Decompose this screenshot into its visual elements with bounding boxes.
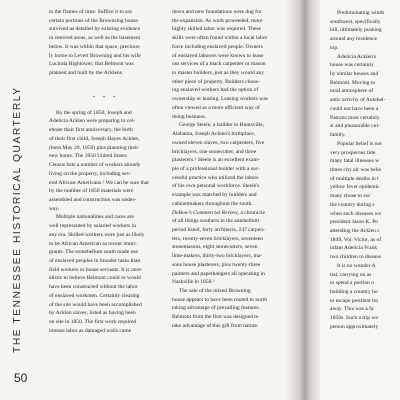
text-line: of all things southern in the antebellum: [172, 218, 259, 225]
text-line: Adelicia Acklen were preparing to cel-: [49, 118, 136, 125]
book-gutter: [286, 0, 320, 400]
text-line: ing enslaved workers had the option of: [172, 87, 259, 94]
text-line: cabinetmakers throughout the south.: [172, 200, 253, 207]
text-line: by the number of 1850 materials were: [49, 188, 134, 195]
text-column-3: [330, 9, 400, 332]
page-number: 50: [14, 371, 28, 385]
section-break: * * *: [92, 94, 119, 101]
text-line: in restored areas, as well as the basement: [49, 35, 141, 42]
text-line: ebrate their first anniversary, the birth: [49, 127, 133, 134]
text-line: to escape pestilent tro: [330, 297, 379, 304]
text-line: Belmont. Moving to: [330, 79, 376, 86]
text-line: taking advantage of prevailing features.: [172, 305, 260, 312]
text-line: Popular belief is not: [337, 140, 382, 147]
text-line: Lucinda Hightower, that Belmont was: [49, 61, 134, 68]
text-line: example was matched by builders and: [172, 192, 257, 199]
text-line: could not have been a: [330, 105, 379, 112]
text-line: By the spring of 1850, Joseph and: [56, 109, 132, 116]
text-line: any era. Skilled workers were just as likely: [49, 231, 145, 238]
text-line: planned and built by the Acklens.: [49, 70, 124, 77]
text-line: tial, carrying on as: [330, 271, 372, 278]
text-line: building a country ho: [330, 289, 378, 295]
text-line: highly skilled labor was required. These: [172, 26, 261, 33]
text-line: owned eleven slaves, two carpenters, five: [172, 139, 265, 146]
text-line: to master builders, just as they would any: [172, 70, 265, 77]
text-line: 1849, Vol. Victor, as of: [330, 236, 382, 243]
text-line: very prosperous tide: [330, 149, 376, 156]
text-line: take advantage of this gift from nature.: [172, 322, 259, 329]
text-line: Predominating winds: [337, 10, 385, 16]
text-line: infant Adelicia Frank: [330, 245, 378, 252]
text-line: alistic to believe Belmont could or would: [49, 275, 141, 282]
text-line: eral African-Americans.¹ We can be sure that: [49, 179, 149, 186]
text-line: have been constructed without the labor: [49, 284, 138, 291]
text-line: to spend a portion o: [330, 280, 375, 287]
text-line: It is no wonder A: [337, 262, 376, 269]
text-line: of enslaved peoples in broader tasks than: [49, 257, 141, 264]
text-line: Adelicia Acklen's: [337, 53, 377, 60]
text-line: assembled and construction was under-: [49, 196, 137, 203]
text-line: field workers or house servants. It is unre-: [49, 266, 143, 273]
text-line: many fatal illnesses w: [330, 158, 380, 165]
text-line: 1850s. Such a trip wo: [330, 315, 379, 322]
text-line: intense labor as damaged walls came: [49, 327, 132, 334]
text-line: Multiple nationalities and races are: [56, 214, 134, 221]
text-line: Census lists a number of workers already: [49, 162, 141, 169]
text-line: hill, ultimately pushing: [330, 27, 382, 34]
text-line: survived as detailed by existing evidence: [49, 26, 141, 33]
text-line: of enslaved workmen. Certainly clearing: [49, 292, 140, 299]
text-line: of their first child, Joseph Hayes Acklen,: [49, 135, 140, 142]
text-line: by similar houses and: [330, 71, 379, 78]
text-line: painters and paperhangers all operating in: [172, 270, 265, 277]
text-line: new home. The 1850 United States: [49, 153, 127, 160]
text-line: person approximately: [330, 323, 379, 330]
text-line: The sale of the mixed Browning: [179, 288, 251, 294]
text-line: below. It was within that space, precious-: [49, 43, 141, 50]
text-line: Nashville in 1850.³: [172, 279, 215, 286]
text-column-1: [49, 8, 162, 335]
right-page: [320, 0, 400, 400]
text-line: of his own personal workforce. Steele's: [172, 183, 260, 190]
text-line: ly home to Levert Browning and his wife: [49, 52, 141, 59]
text-line: other piece of property. Builders choos-: [172, 78, 261, 85]
text-line: the expansion. As work proceeded, more: [172, 17, 263, 24]
text-line: force including enslaved people. Owners: [172, 43, 263, 50]
text-line: away. This was a fa: [330, 306, 374, 313]
text-line: many chose to esc: [330, 193, 371, 200]
text-line: to be African American as recent immi-: [49, 240, 137, 247]
text-line: Belmont from the first was designed to: [172, 314, 259, 321]
text-line: of the site would have been accomplished: [49, 301, 142, 308]
text-line: doing business.: [172, 113, 207, 120]
text-line: by Acklen slaves, listed as having been: [49, 310, 136, 317]
text-line: well represented by salaried workers in: [49, 223, 137, 230]
text-line: skills were often found within a local labor: [172, 35, 268, 42]
text-line: st and pleasurable cul-: [330, 123, 380, 130]
text-line: certain portions of the Brownsing house: [49, 17, 138, 24]
text-line: president Jason K. Po: [330, 219, 379, 226]
text-column-2: [172, 8, 285, 331]
text-line: ple of a professional builder with a suc-: [172, 165, 260, 172]
text-line: antic activity of Antebel-: [330, 97, 386, 104]
text-line: often viewed as a more efficient way of: [172, 104, 260, 111]
text-line: of multiple deaths in t: [330, 175, 379, 182]
paragraph-gap: [49, 78, 162, 87]
text-line: attending the Acklen c: [330, 227, 380, 234]
text-line: down and new foundations were dug for: [172, 9, 262, 15]
text-line: Alabama, Joseph Acklen's birthplace,: [172, 131, 256, 138]
text-line: southwest, specifically: [330, 18, 381, 25]
text-line: bricklayers, one stonecutter, and three: [172, 148, 257, 155]
text-line: cessful practice who utilized the labors: [172, 174, 259, 181]
text-line: tural atmosphere of: [330, 88, 374, 95]
text-line: (born May 20, 1850) plus planning their: [49, 144, 139, 151]
text-line: Patrons most certainly: [330, 114, 380, 121]
text-line: the country during s: [330, 201, 375, 208]
text-line: two children to disease: [330, 254, 381, 261]
text-line: of enslaved laborers were known to lease: [172, 52, 264, 59]
text-line: house was certainly: [330, 62, 374, 69]
text-line: DeBow's Commercial Review, a chronicle: [172, 209, 265, 216]
text-line: family.: [330, 132, 346, 139]
text-line: lime-makers, thirty-two bricklayers, ma-: [172, 253, 263, 260]
text-line: plasterers.² Steele is an excellent exam-: [172, 157, 260, 164]
text-line: around any residence: [330, 36, 378, 43]
text-line: top.: [330, 44, 339, 51]
text-line: yellow fever epidemic: [330, 184, 380, 191]
text-line: living on the property, including sev-: [49, 170, 132, 177]
text-line: ters, twenty-seven bricklayers, seventeen: [172, 235, 264, 242]
text-line: house appears to have been routed to north: [172, 296, 268, 303]
text-line: stonemasons, eight stonecutters, seven: [172, 244, 258, 251]
text-line: on site in 1850. The first work required: [49, 319, 137, 325]
text-line: to the flames of time. Suffice it to say: [49, 9, 133, 15]
text-line: sons house plasterers, plus twenty-three: [172, 261, 261, 268]
text-line: times city air was belie: [330, 166, 382, 173]
text-line: when such diseases we: [330, 210, 381, 217]
text-line: George Steele, a builder in Huntsville,: [179, 122, 265, 129]
text-line: grants. The stonebellum south made use: [49, 249, 138, 256]
text-line: ownership or leasing. Leasing workers was: [172, 96, 268, 103]
text-line: period listed, forty architects, 247 carpen-: [172, 226, 265, 233]
running-head: THE TENNESSEE HISTORICAL QUARTERLY: [12, 86, 23, 353]
text-line: out services of a black carpenter or mason: [172, 61, 266, 68]
text-line: way.: [49, 205, 60, 212]
